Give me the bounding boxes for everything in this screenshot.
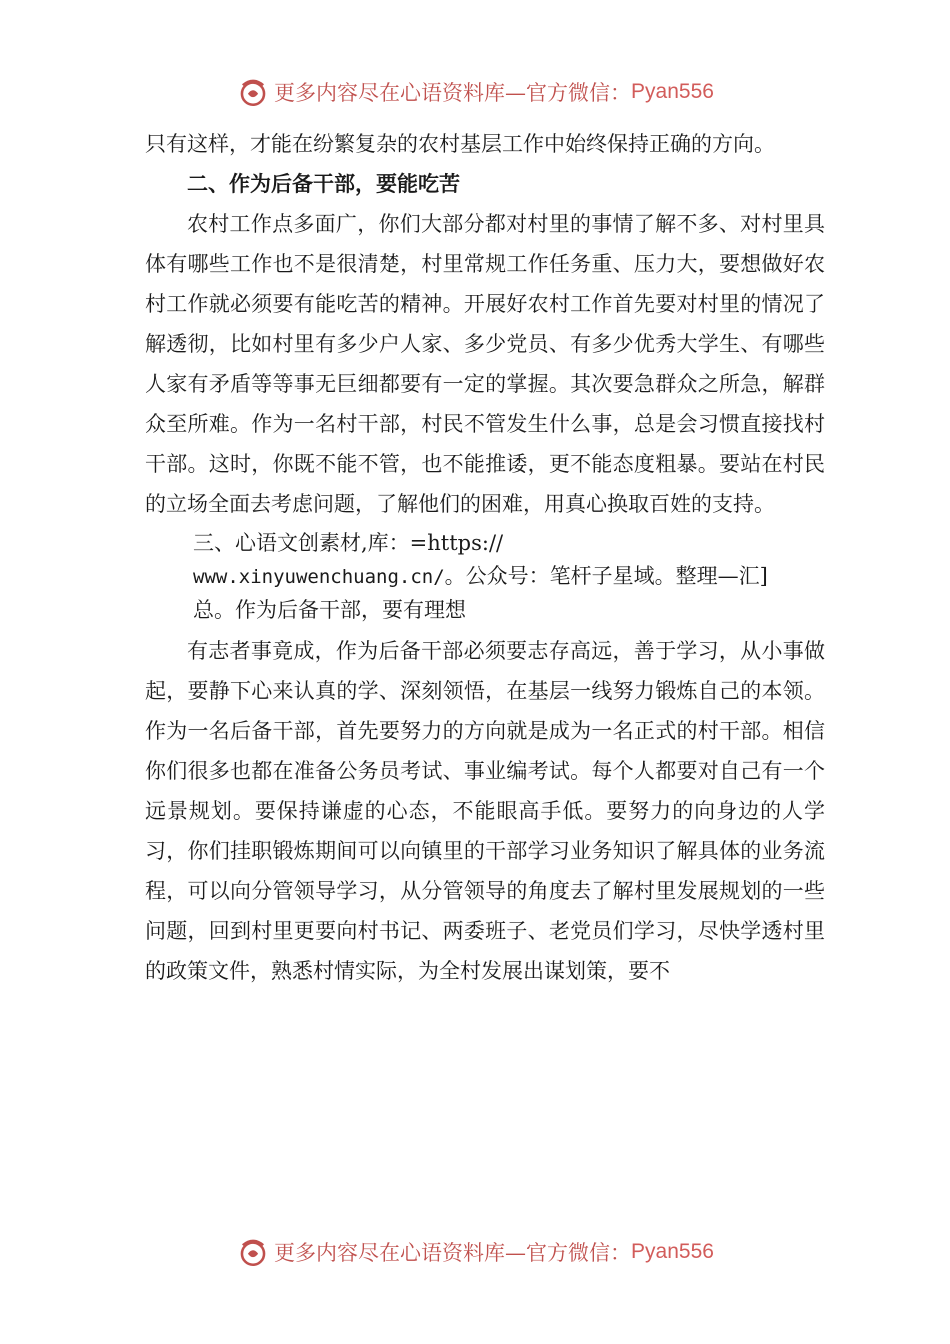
paragraph-2: 农村工作点多面广，你们大部分都对村里的事情了解不多、对村里具体有哪些工作也不是很清楚，村里常规工作任务重、压力大，要想做好农村工作就必须要有能吃苦的精神。开展好农村工作首先要对村里的情况了解透彻，比如村里有多少户人家、多少党员、有多少优秀大学生、有哪些人家有矛盾等等事无巨细都要有一定的掌握。其次要急群众之所急，解群众至所难。作为一名村干部，村民不管发生什么事，总是会习惯直接找村干部。这时，你既不能不管，也不能推诿，更不能态度粗暴。要站在村民的立场全面去考虑问题，了解他们的困难，用真心换取百姓的支持。: [145, 212, 825, 516]
document-body: [145, 124, 825, 991]
banner-text: 更多内容尽在心语资料库—官方微信：: [274, 1241, 632, 1265]
source-line-2: [193, 560, 825, 594]
banner-wechat-id: Pyan556: [631, 1240, 714, 1263]
banner-text: 更多内容尽在心语资料库—官方微信：: [274, 81, 632, 105]
header-banner: [0, 72, 950, 112]
source-line-2-rest: 。公众号：笔杆子星域。整理—汇]: [444, 564, 768, 588]
paragraph-1: 只有这样，才能在纷繁复杂的农村基层工作中始终保持正确的方向。: [145, 132, 775, 156]
logo-icon: [236, 1235, 270, 1269]
source-line-3: 总。作为后备干部，要有理想: [193, 598, 466, 622]
logo-icon: [236, 75, 270, 109]
source-url: www.xinyuwenchuang.cn/: [193, 566, 445, 588]
paragraph-3: 有志者事竟成，作为后备干部必须要志存高远，善于学习，从小事做起，要静下心来认真的学、深刻领悟，在基层一线努力锻炼自己的本领。作为一名后备干部，首先要努力的方向就是成为一名正式的村干部。相信你们很多也都在准备公务员考试、事业编考试。每个人都要对自己有一个远景规划。要保持谦虚的心态，不能眼高手低。要努力的向身边的人学习，你们挂职锻炼期间可以向镇里的干部学习业务知识了解具体的业务流程，可以向分管领导学习，从分管领导的角度去了解村里发展规划的一些问题，回到村里更要向村书记、两委班子、老党员们学习，尽快学透村里的政策文件，熟悉村情实际，为全村发展出谋划策，要不: [145, 639, 825, 983]
section-heading-2: 二、作为后备干部，要能吃苦: [187, 171, 460, 196]
footer-banner: [0, 1232, 950, 1272]
source-watermark-text: [145, 524, 825, 631]
source-line-1: 三、心语文创素材,库：=https://: [193, 531, 504, 555]
banner-wechat-id: Pyan556: [631, 80, 714, 103]
